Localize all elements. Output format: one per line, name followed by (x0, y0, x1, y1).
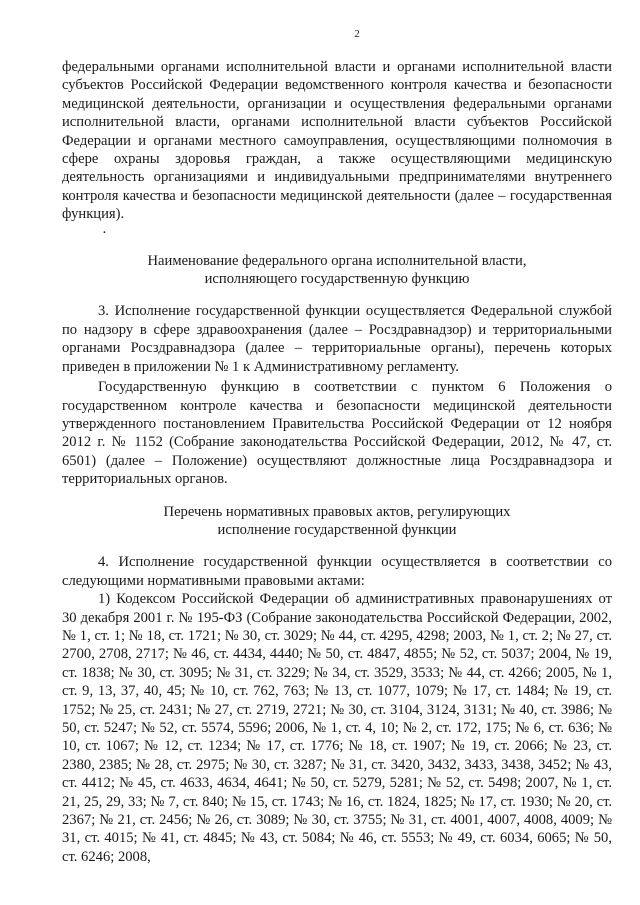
stray-mark: · (102, 224, 107, 241)
intro-paragraph: федеральными органами исполнительной власти и органами исполнительной власти субъектов Российской Федерации ведомственного контроля качества и безопасности медицинской деятельности, организации и осуществления федеральными органами исполнительной власти, органами исполнительной власти субъектов Российской Федерации и органами местного самоуправления, осуществляющими полномочия в сфере охраны здоровья граждан, а также осуществляющими медицинскую деятельность организациями и индивидуальными предпринимателями внутреннего контроля качества и безопасности медицинской деятельности (далее – государственная функция). (62, 59, 612, 223)
heading-line: Перечень нормативных правовых актов, регулирующих (163, 503, 511, 520)
page-number: 2 (354, 28, 360, 40)
paragraph-3-continued: Государственную функцию в соответствии с пунктом 6 Положения о государственном контроле качества и безопасности медицинской деятельности утвержденного постановлением Правительства Российской Федерации от 12 ноября 2012 г. № 1152 (Собрание законодательства Российской Федерации, 2012, № 47, ст. 6501) (далее – Положение) осуществляют должностные лица Росздравнадзора и территориальных органов. (62, 379, 612, 488)
paragraph-3: 3. Исполнение государственной функции осуществляется Федеральной службой по надзору в сфере здравоохранения (далее – Росздравнадзор) и территориальными органами Росздравнадзора (далее – территориальные органы), перечень которых приведен в приложении № 1 к Административному регламенту. (62, 303, 612, 375)
section-heading-regulations (62, 503, 612, 540)
paragraph-4: 4. Исполнение государственной функции осуществляется в соответствии со следующими нормативными правовыми актами: (62, 554, 612, 589)
section-heading-agency (62, 252, 612, 289)
heading-line: исполняющего государственную функцию (204, 271, 470, 288)
heading-line: исполнение государственной функции (217, 521, 457, 538)
paragraph-4-item-1: 1) Кодексом Российской Федерации об административных правонарушениях от 30 декабря 2001 г. № 195-ФЗ (Собрание законодательства Российской Федерации, 2002, № 1, ст. 1; № 18, ст. 1721; № 30, ст. 3029; № 44, ст. 4295, 4298; 2003, № 1, ст. 2; № 27, ст. 2700, 2708, 2717; № 46, ст. 4434, 4440; № 50, ст. 4847, 4855; № 52, ст. 5037; 2004, № 19, ст. 1838; № 30, ст. 3095; № 31, ст. 3229; № 34, ст. 3529, 3533; № 44, ст. 4266; 2005, № 1, ст. 9, 13, 37, 40, 45; № 10, ст. 762, 763; № 13, ст. 1077, 1079; № 17, ст. 1484; № 19, ст. 1752; № 25, ст. 2431; № 27, ст. 2719, 2721; № 30, ст. 3104, 3124, 3131; № 40, ст. 3986; № 50, ст. 5247; № 52, ст. 5574, 5596; 2006, № 1, ст. 4, 10; № 2, ст. 172, 175; № 6, ст. 636; № 10, ст. 1067; № 12, ст. 1234; № 17, ст. 1776; № 18, ст. 1907; № 19, ст. 2066; № 23, ст. 2380, 2385; № 28, ст. 2975; № 30, ст. 3287; № 31, ст. 3420, 3432, 3433, 3438, 3452; № 43, ст. 4412; № 45, ст. 4633, 4634, 4641; № 50, ст. 5279, 5281; № 52, ст. 5498; 2007, № 1, ст. 21, 25, 29, 33; № 7, ст. 840; № 15, ст. 1743; № 16, ст. 1824, 1825; № 17, ст. 1930; № 20, ст. 2367; № 21, ст. 2456; № 26, ст. 3089; № 30, ст. 3755; № 31, ст. 4001, 4007, 4008, 4009; № 31, ст. 4015; № 41, ст. 4845; № 43, ст. 5084; № 46, ст. 5553; № 49, ст. 6034, 6065; № 50, ст. 6246; 2008, (62, 591, 612, 865)
heading-line: Наименование федерального органа исполнительной власти, (147, 252, 527, 269)
